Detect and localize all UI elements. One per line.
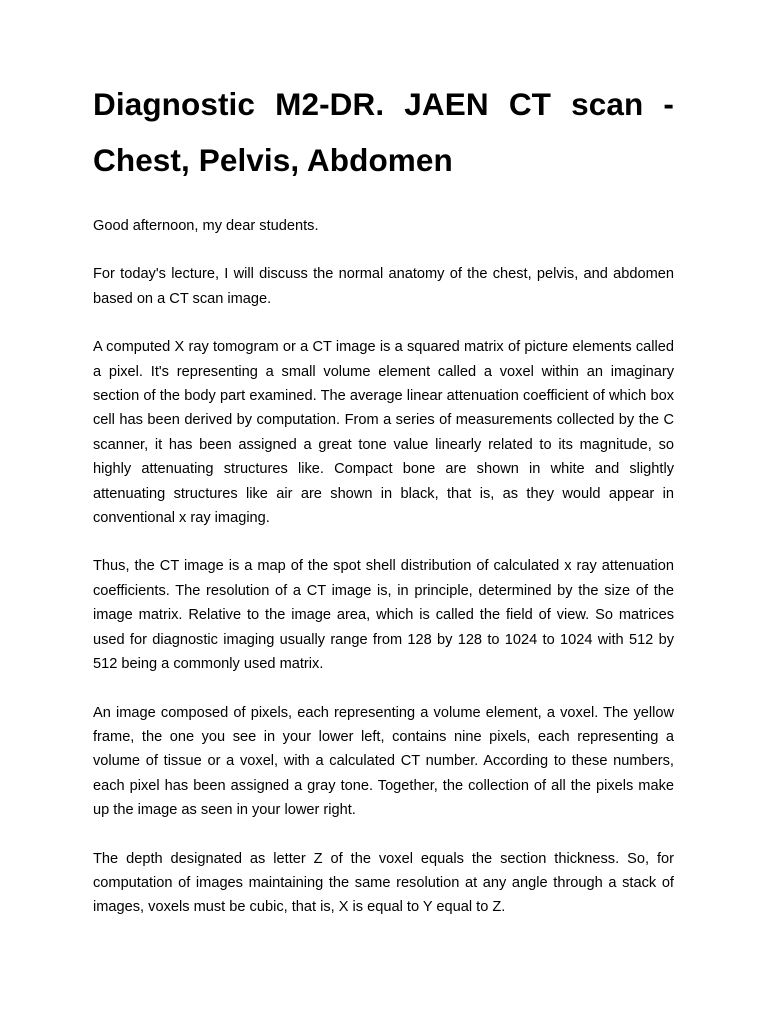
document-page: [93, 76, 674, 944]
paragraph-greeting: Good afternoon, my dear students.: [93, 218, 319, 234]
document-body: [93, 214, 674, 920]
document-title: Diagnostic M2-DR. JAEN CT scan - Chest, Pelvis, Abdomen: [93, 86, 674, 178]
paragraph-intro: For today's lecture, I will discuss the normal anatomy of the chest, pelvis, and abdomen based on a CT scan image.: [93, 266, 674, 307]
paragraph-ct-definition: A computed X ray tomogram or a CT image is a squared matrix of picture elements called a pixel. It's representing a small volume element called a voxel within an imaginary section of the body part examined. The average linear attenuation coefficient of which box cell has been derived by computation. From a series of measurements collected by the C scanner, it has been assigned a great tone value linearly related to its magnitude, so highly attenuating structures like. Compact bone are shown in white and slightly attenuating structures like air are shown in black, that is, as they would appear in conventional x ray imaging.: [93, 339, 674, 527]
paragraph-pixels: An image composed of pixels, each representing a volume element, a voxel. The yellow frame, the one you see in your lower left, contains nine pixels, each representing a volume of tissue or a voxel, with a calculated CT number. According to these numbers, each pixel has been assigned a gray tone. Together, the collection of all the pixels make up the image as seen in your lower right.: [93, 704, 674, 819]
paragraph-voxel-depth: The depth designated as letter Z of the voxel equals the section thickness. So, for computation of images maintaining the same resolution at any angle through a stack of images, voxels must be cubic, that is, X is equal to Y equal to Z.: [93, 850, 674, 916]
paragraph-resolution: Thus, the CT image is a map of the spot shell distribution of calculated x ray attenuation coefficients. The resolution of a CT image is, in principle, determined by the size of the image matrix. Relative to the image area, which is called the field of view. So matrices used for diagnostic imaging usually range from 128 by 128 to 1024 to 1024 with 512 by 512 being a commonly used matrix.: [93, 558, 674, 673]
